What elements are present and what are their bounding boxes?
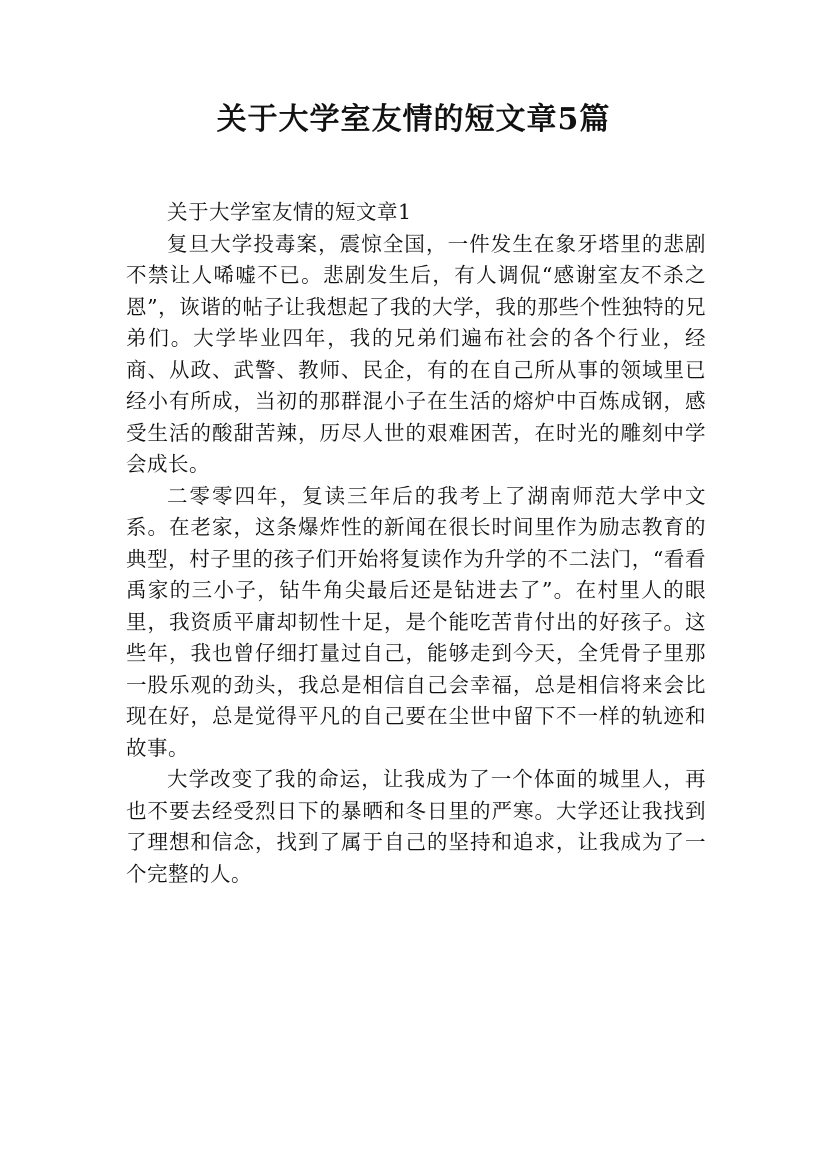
document-body	[126, 197, 706, 890]
paragraph-1: 复旦大学投毒案，震惊全国，一件发生在象牙塔里的悲剧不禁让人唏嘘不已。悲剧发生后，有人调侃“感谢室友不杀之恩”，诙谐的帖子让我想起了我的大学，我的那些个性独特的兄弟们。大学毕业四年，我的兄弟们遍布社会的各个行业，经商、从政、武警、教师、民企，有的在自己所从事的领域里已经小有所成，当初的那群混小子在生活的熔炉中百炼成钢，感受生活的酸甜苦辣，历尽人世的艰难困苦，在时光的雕刻中学会成长。	[126, 231, 706, 476]
paragraph-3: 大学改变了我的命运，让我成为了一个体面的城里人，再也不要去经受烈日下的暴晒和冬日里的严寒。大学还让我找到了理想和信念，找到了属于自己的坚持和追求，让我成为了一个完整的人。	[126, 767, 706, 886]
paragraph-2: 二零零四年，复读三年后的我考上了湖南师范大学中文系。在老家，这条爆炸性的新闻在很长时间里作为励志教育的典型，村子里的孩子们开始将复读作为升学的不二法门，“看看禹家的三小子，钻牛角尖最后还是钻进去了”。在村里人的眼里，我资质平庸却韧性十足，是个能吃苦肯付出的好孩子。这些年，我也曾仔细打量过自己，能够走到今天，全凭骨子里那一股乐观的劲头，我总是相信自己会幸福，总是相信将来会比现在好，总是觉得平凡的自己要在尘世中留下不一样的轨迹和故事。	[126, 483, 706, 760]
section-heading: 关于大学室友情的短文章1	[167, 200, 412, 224]
document-title: 关于大学室友情的短文章5篇	[216, 102, 611, 137]
